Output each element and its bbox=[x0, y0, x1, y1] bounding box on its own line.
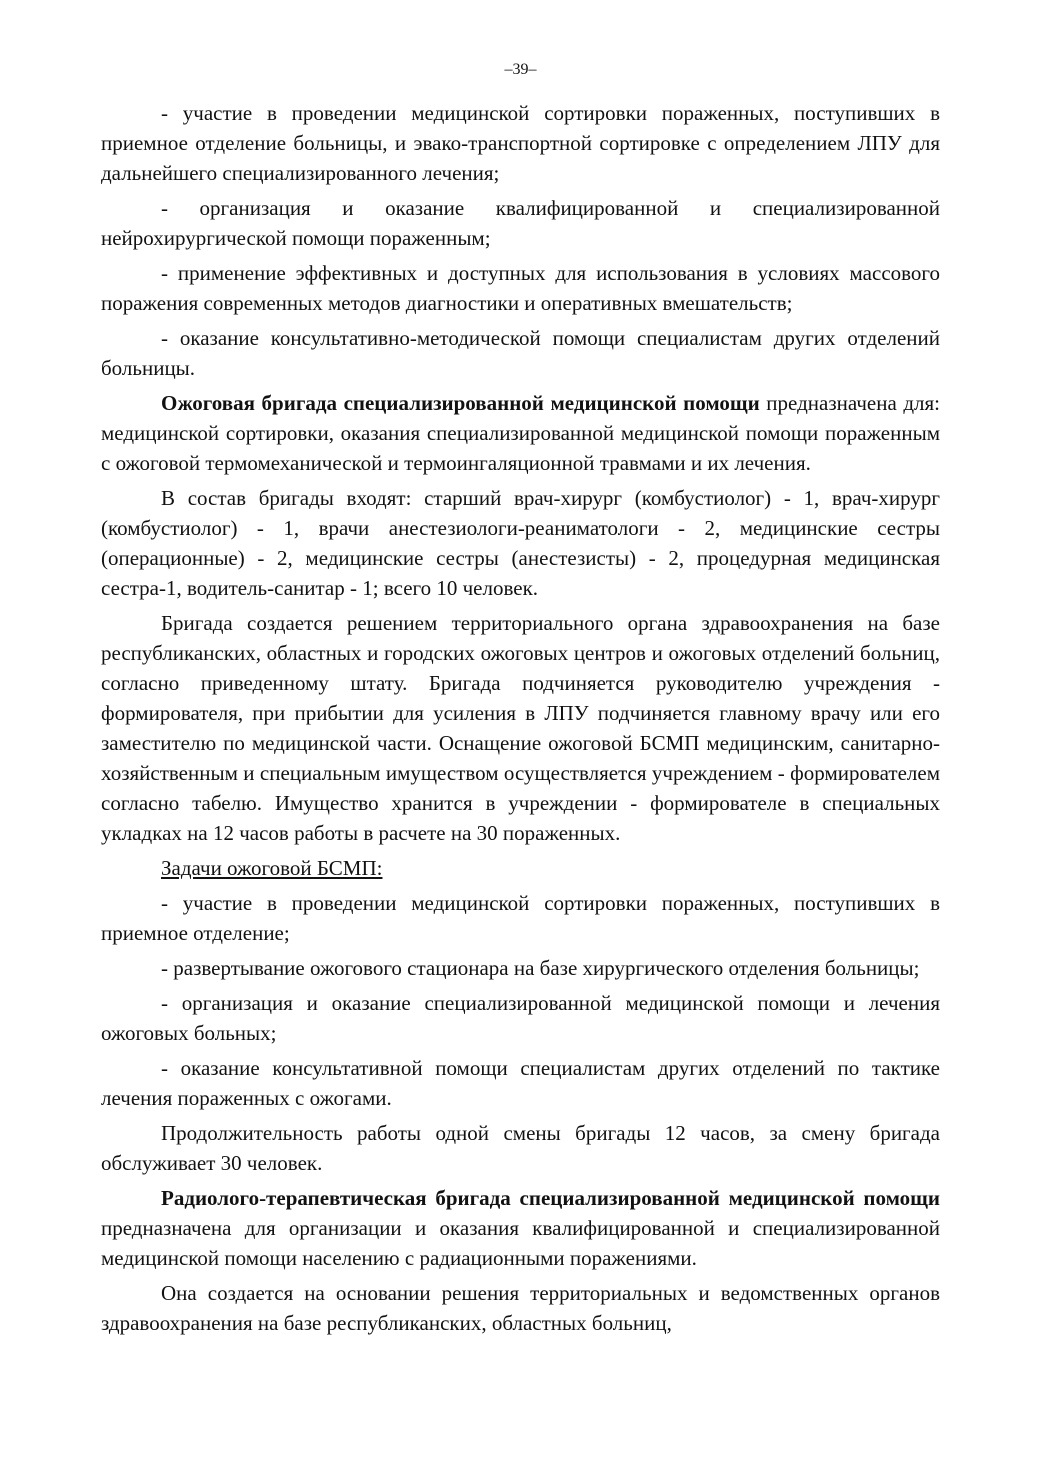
burn-task-1: - участие в проведении медицинской сортировки пораженных, поступивших в приемное отделение; bbox=[101, 891, 940, 945]
burn-task-2: - развертывание ожогового стационара на базе хирургического отделения больницы; bbox=[161, 956, 920, 980]
neuro-task-3: - применение эффективных и доступных для использования в условиях массового поражения современных методов диагностики и оперативных вмешательств; bbox=[101, 261, 940, 315]
document-page bbox=[101, 60, 940, 1343]
burn-brigade-composition: В состав бригады входят: старший врач-хирург (комбустиолог) - 1, врач-хирург (комбустиолог) - 1, врачи анестезиологи-реаниматологи - 2, медицинские сестры (операционные) - 2, медицинские сестры (анестезисты) - 2, процедурная медицинская сестра-1, водитель-санитар - 1; всего 10 человек. bbox=[101, 486, 940, 600]
burn-brigade-title: Ожоговая бригада специализированной медицинской помощи bbox=[161, 391, 760, 415]
burn-tasks-heading-para bbox=[101, 853, 940, 883]
neuro-task-1: - участие в проведении медицинской сортировки пораженных, поступивших в приемное отделение больницы, и эвако-транспортной сортировке с определением ЛПУ для дальнейшего специализированного лечения; bbox=[101, 101, 940, 185]
radio-brigade-title: Радиолого-терапевтическая бригада специализированной медицинской помощи bbox=[161, 1186, 940, 1210]
radio-brigade-purpose: предназначена для организации и оказания квалифицированной и специализированной медицинской помощи населению с радиационными поражениями. bbox=[101, 1216, 940, 1270]
burn-task-3: - организация и оказание специализированной медицинской помощи и лечения ожоговых больных; bbox=[101, 991, 940, 1045]
burn-shift-duration: Продолжительность работы одной смены бригады 12 часов, за смену бригада обслуживает 30 человек. bbox=[101, 1121, 940, 1175]
burn-brigade-intro bbox=[101, 388, 940, 478]
neuro-task-4: - оказание консультативно-методической помощи специалистам других отделений больницы. bbox=[101, 326, 940, 380]
neuro-task-2: - организация и оказание квалифицированной и специализированной нейрохирургической помощи пораженным; bbox=[101, 196, 940, 250]
burn-brigade-purpose: предназначена для: медицинской сортировки, оказания специализированной медицинской помощи пораженным с ожоговой термомеханической и термоингаляционной травмами и их лечения. bbox=[101, 391, 940, 475]
radio-brigade-creation: Она создается на основании решения территориальных и ведомственных органов здравоохранения на базе республиканских, областных больниц, bbox=[101, 1281, 940, 1335]
radio-brigade-intro bbox=[101, 1183, 940, 1273]
burn-brigade-creation: Бригада создается решением территориального органа здравоохранения на базе республиканских, областных и городских ожоговых центров и ожоговых отделений больниц, согласно приведенному штату. Бригада подчиняется руководителю учреждения - формирователя, при прибытии для усиления в ЛПУ подчиняется главному врачу или его заместителю по медицинской части. Оснащение ожоговой БСМП медицинским, санитарно-хозяйственным и специальным имуществом осуществляется учреждением - формирователем согласно табелю. Имущество хранится в учреждении - формирователе в специальных укладках на 12 часов работы в расчете на 30 пораженных. bbox=[101, 611, 940, 845]
burn-task-4: - оказание консультативной помощи специалистам других отделений по тактике лечения пораженных с ожогами. bbox=[101, 1056, 940, 1110]
burn-tasks-heading: Задачи ожоговой БСМП: bbox=[161, 856, 383, 880]
page-number: –39– bbox=[504, 61, 537, 78]
